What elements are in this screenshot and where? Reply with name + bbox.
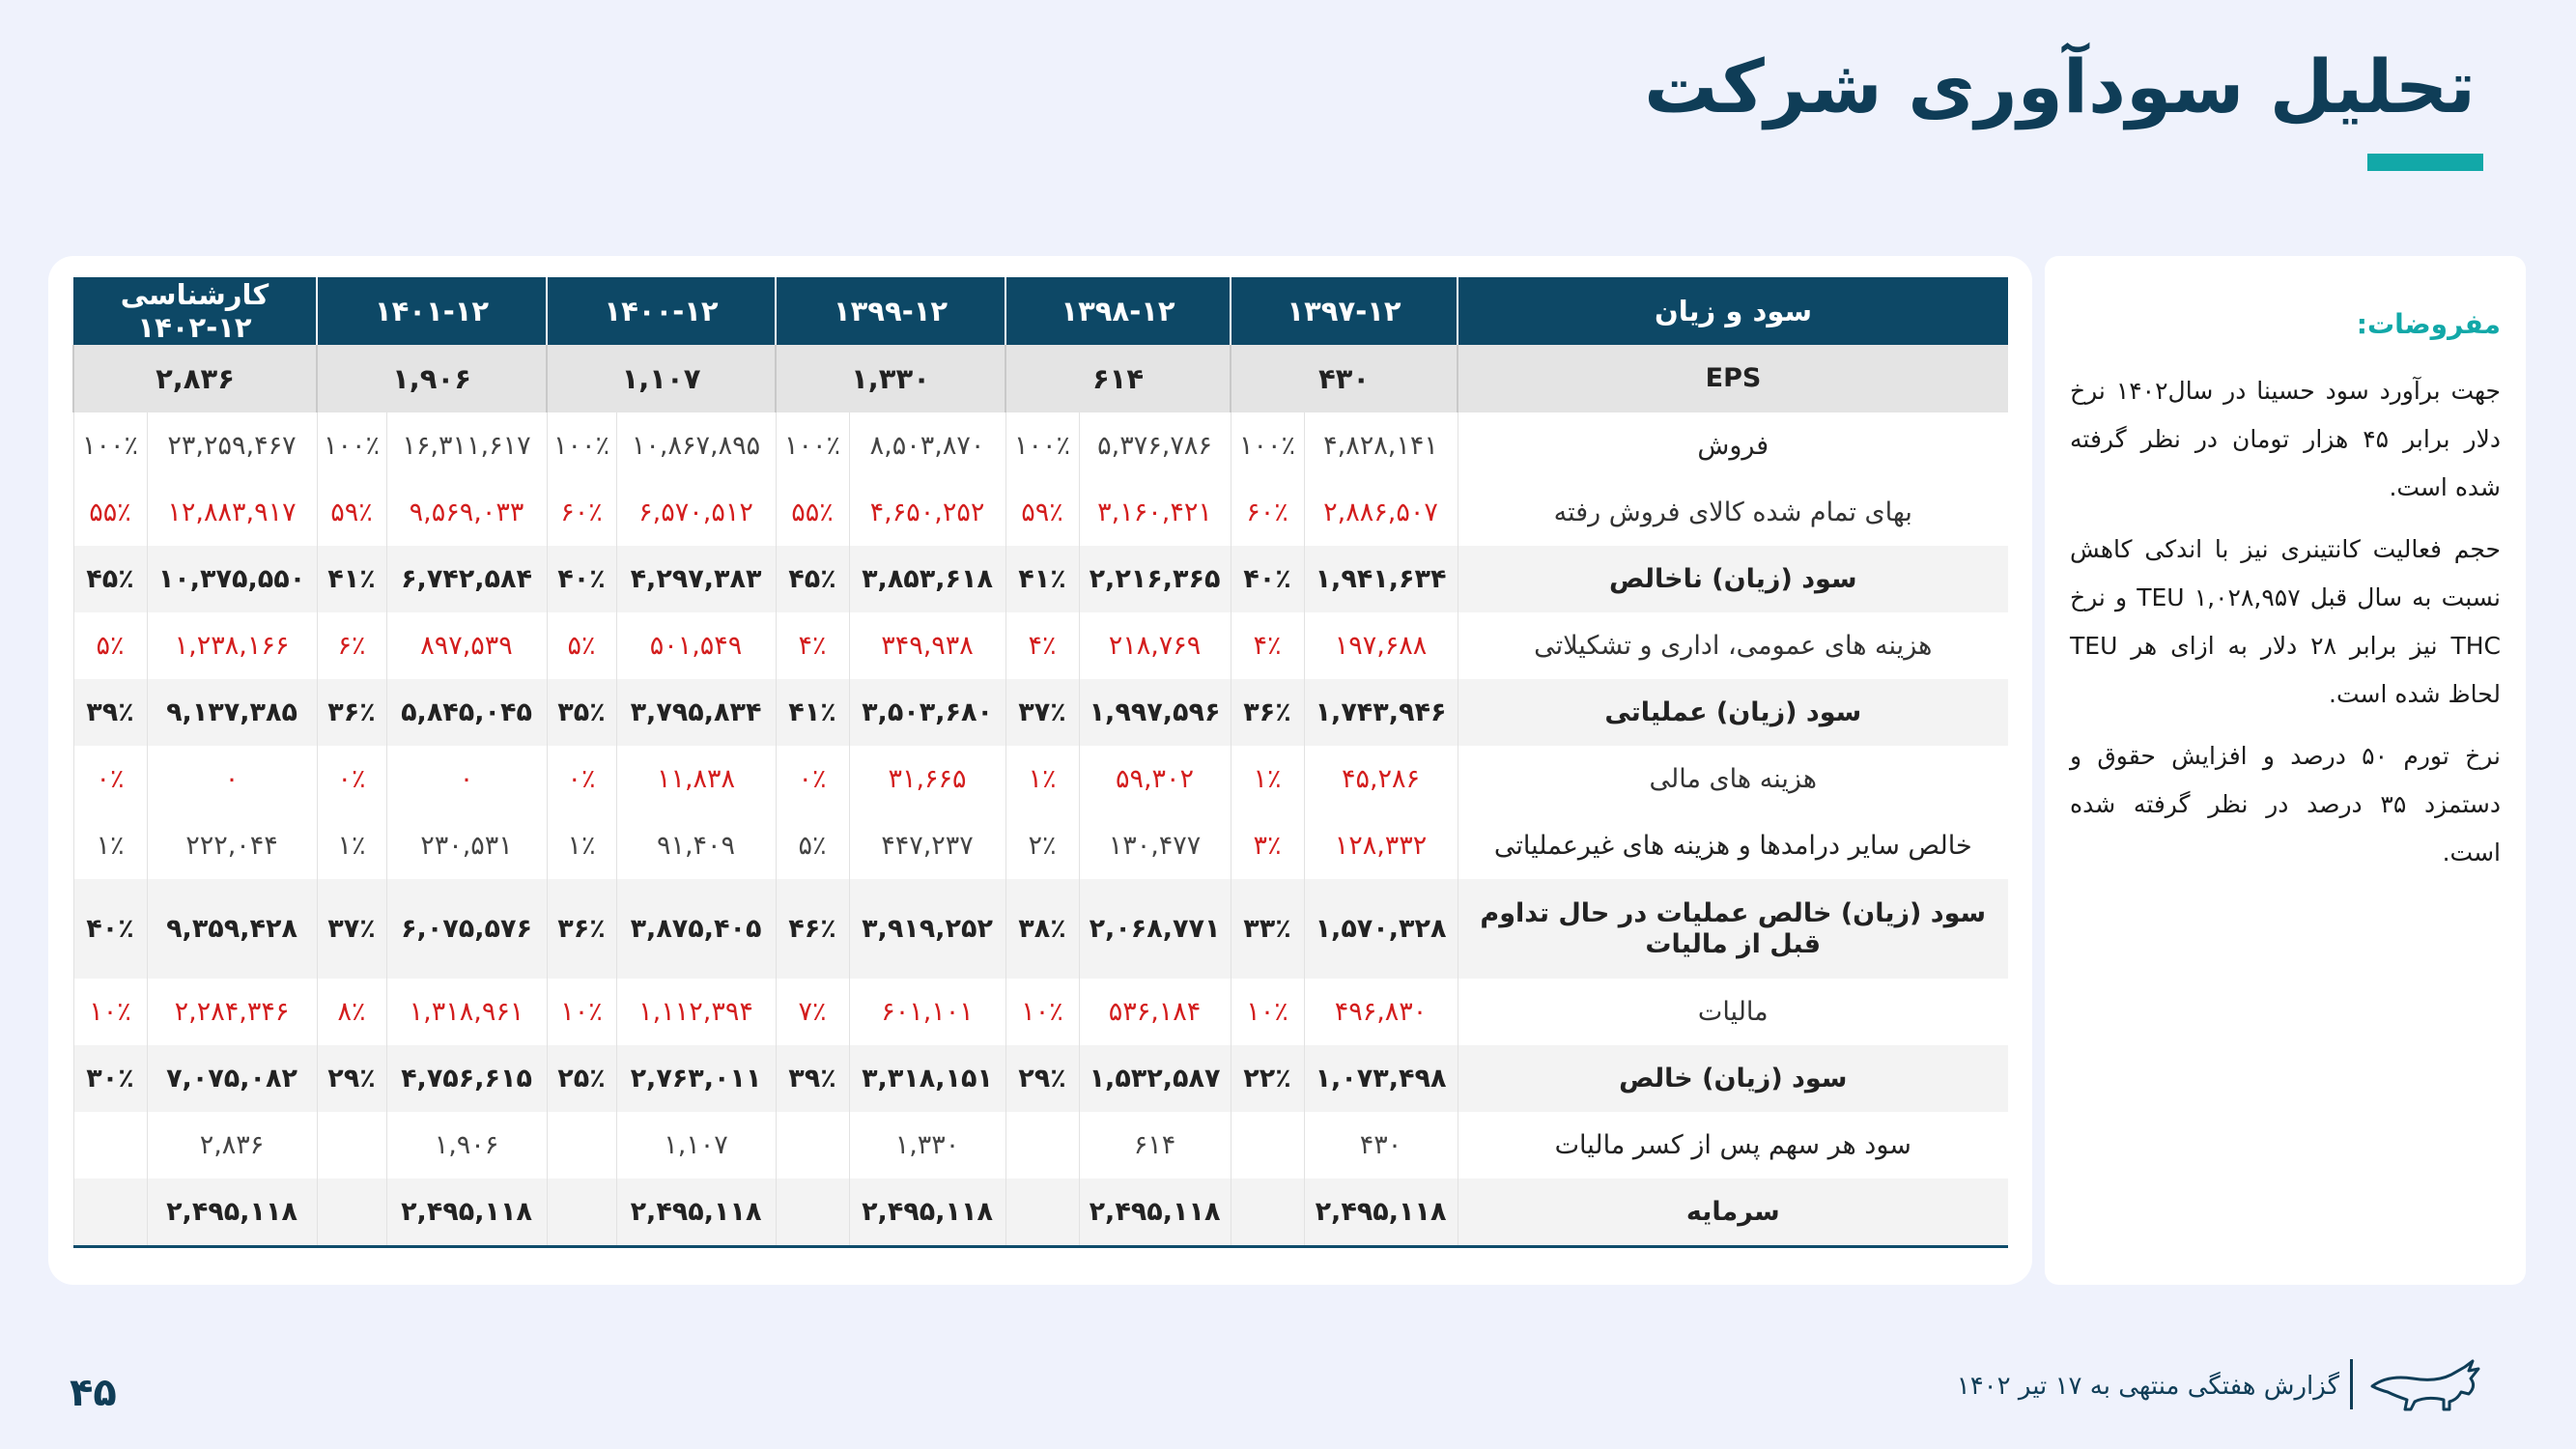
percent-cell: ۳۶٪ <box>547 879 616 979</box>
value-cell: ۲,۴۹۵,۱۱۸ <box>1079 1179 1231 1247</box>
percent-cell: ۴۰٪ <box>73 879 147 979</box>
percent-cell: ۳۶٪ <box>1231 679 1304 746</box>
value-cell: ۱۰,۸۶۷,۸۹۵ <box>616 412 776 479</box>
value-cell: ۶۱۴ <box>1079 1112 1231 1179</box>
value-cell: ۳,۵۰۳,۶۸۰ <box>849 679 1005 746</box>
value-cell: ۲۳,۲۵۹,۴۶۷ <box>147 412 317 479</box>
column-header: ۱۳۹۹-۱۲ <box>776 277 1005 345</box>
value-cell: ۴۵,۲۸۶ <box>1304 746 1458 812</box>
table-row <box>73 679 2008 746</box>
footer-divider <box>2350 1359 2353 1409</box>
value-cell: ۲,۴۹۵,۱۱۸ <box>386 1179 547 1247</box>
percent-cell: ۵٪ <box>73 612 147 679</box>
percent-cell: ۰٪ <box>547 746 616 812</box>
table-row <box>73 412 2008 479</box>
value-cell: ۱,۹۹۷,۵۹۶ <box>1079 679 1231 746</box>
value-cell: ۳,۱۶۰,۴۲۱ <box>1079 479 1231 546</box>
percent-cell: ۴۶٪ <box>776 879 849 979</box>
row-label: فروش <box>1458 412 2008 479</box>
eps-cell: ۱,۹۰۶ <box>317 345 547 412</box>
percent-cell: ۳۹٪ <box>776 1045 849 1112</box>
row-label: سرمایه <box>1458 1179 2008 1247</box>
page-title: تحلیل سودآوری شرکت <box>1644 43 2476 129</box>
percent-cell <box>73 1112 147 1179</box>
table-row <box>73 746 2008 812</box>
value-cell: ۲,۲۸۴,۳۴۶ <box>147 979 317 1045</box>
percent-cell: ۱۰۰٪ <box>547 412 616 479</box>
value-cell: ۲۲۲,۰۴۴ <box>147 812 317 879</box>
value-cell: ۴,۶۵۰,۲۵۲ <box>849 479 1005 546</box>
percent-cell: ۸٪ <box>317 979 386 1045</box>
assumption-paragraph: جهت برآورد سود حسینا در سال۱۴۰۲ نرخ دلار برابر ۴۵ هزار تومان در نظر گرفته شده است. <box>2070 377 2502 501</box>
value-cell: ۲,۸۸۶,۵۰۷ <box>1304 479 1458 546</box>
value-cell: ۰ <box>147 746 317 812</box>
value-cell: ۱,۱۰۷ <box>616 1112 776 1179</box>
value-cell: ۵۹,۳۰۲ <box>1079 746 1231 812</box>
value-cell: ۴,۲۹۷,۳۸۳ <box>616 546 776 612</box>
row-label: هزینه های مالی <box>1458 746 2008 812</box>
percent-cell <box>776 1112 849 1179</box>
value-cell: ۷,۰۷۵,۰۸۲ <box>147 1045 317 1112</box>
eps-cell: ۱,۱۰۷ <box>547 345 776 412</box>
value-cell: ۲,۴۹۵,۱۱۸ <box>616 1179 776 1247</box>
percent-cell: ۲۵٪ <box>547 1045 616 1112</box>
percent-cell: ۱۰٪ <box>1005 979 1079 1045</box>
percent-cell: ۱۰۰٪ <box>1005 412 1079 479</box>
eps-cell: ۲,۸۳۶ <box>73 345 317 412</box>
value-cell: ۳,۸۵۳,۶۱۸ <box>849 546 1005 612</box>
percent-cell: ۴۱٪ <box>776 679 849 746</box>
value-cell: ۸۹۷,۵۳۹ <box>386 612 547 679</box>
percent-cell: ۴۰٪ <box>547 546 616 612</box>
title-underline <box>2367 154 2483 171</box>
percent-cell <box>776 1179 849 1247</box>
value-cell: ۲۱۸,۷۶۹ <box>1079 612 1231 679</box>
percent-cell: ۵٪ <box>547 612 616 679</box>
value-cell: ۹,۱۳۷,۳۸۵ <box>147 679 317 746</box>
percent-cell: ۳۷٪ <box>317 879 386 979</box>
value-cell: ۱,۳۳۰ <box>849 1112 1005 1179</box>
value-cell: ۵۰۱,۵۴۹ <box>616 612 776 679</box>
value-cell: ۱,۳۱۸,۹۶۱ <box>386 979 547 1045</box>
percent-cell: ۳۵٪ <box>547 679 616 746</box>
value-cell: ۳,۳۱۸,۱۵۱ <box>849 1045 1005 1112</box>
value-cell: ۶۰۱,۱۰۱ <box>849 979 1005 1045</box>
value-cell: ۱,۵۷۰,۳۲۸ <box>1304 879 1458 979</box>
row-label: سود هر سهم پس از کسر مالیات <box>1458 1112 2008 1179</box>
column-header: کارشناسی ۱۲-۱۴۰۲ <box>73 277 317 345</box>
footer-report-title: گزارش هفتگی منتهی به ۱۷ تیر ۱۴۰۲ <box>1956 1372 2339 1401</box>
row-label: هزینه های عمومی، اداری و تشکیلاتی <box>1458 612 2008 679</box>
table-row <box>73 1112 2008 1179</box>
eps-cell: ۶۱۴ <box>1005 345 1231 412</box>
percent-cell: ۲۲٪ <box>1231 1045 1304 1112</box>
percent-cell: ۵۹٪ <box>317 479 386 546</box>
table-row <box>73 1179 2008 1247</box>
percent-cell: ۵۹٪ <box>1005 479 1079 546</box>
page-number: ۴۵ <box>70 1371 117 1415</box>
value-cell: ۳,۹۱۹,۲۵۲ <box>849 879 1005 979</box>
percent-cell: ۱٪ <box>73 812 147 879</box>
value-cell: ۴۳۰ <box>1304 1112 1458 1179</box>
value-cell: ۸,۵۰۳,۸۷۰ <box>849 412 1005 479</box>
value-cell: ۶,۰۷۵,۵۷۶ <box>386 879 547 979</box>
value-cell: ۱۱,۸۳۸ <box>616 746 776 812</box>
percent-cell: ۴۰٪ <box>1231 546 1304 612</box>
eps-row <box>73 345 2008 412</box>
value-cell: ۱,۲۳۸,۱۶۶ <box>147 612 317 679</box>
value-cell: ۴۴۷,۲۳۷ <box>849 812 1005 879</box>
percent-cell: ۶۰٪ <box>547 479 616 546</box>
percent-cell <box>317 1112 386 1179</box>
profit-table-panel <box>48 256 2032 1285</box>
percent-cell: ۳۸٪ <box>1005 879 1079 979</box>
value-cell: ۹,۳۵۹,۴۲۸ <box>147 879 317 979</box>
percent-cell: ۶٪ <box>317 612 386 679</box>
value-cell: ۵۳۶,۱۸۴ <box>1079 979 1231 1045</box>
value-cell: ۰ <box>386 746 547 812</box>
assumptions-title: مفروضات: <box>2356 308 2501 340</box>
value-cell: ۴,۷۵۶,۶۱۵ <box>386 1045 547 1112</box>
row-label: سود (زیان) عملیاتی <box>1458 679 2008 746</box>
table-row <box>73 546 2008 612</box>
value-cell: ۱,۰۷۳,۴۹۸ <box>1304 1045 1458 1112</box>
percent-cell: ۲٪ <box>1005 812 1079 879</box>
value-cell: ۲,۲۱۶,۳۶۵ <box>1079 546 1231 612</box>
percent-cell: ۴٪ <box>1005 612 1079 679</box>
row-label: سود (زیان) ناخالص <box>1458 546 2008 612</box>
percent-cell: ۱٪ <box>1005 746 1079 812</box>
percent-cell: ۱٪ <box>547 812 616 879</box>
percent-cell: ۲۹٪ <box>1005 1045 1079 1112</box>
value-cell: ۱۰,۳۷۵,۵۵۰ <box>147 546 317 612</box>
eps-cell: ۱,۳۳۰ <box>776 345 1005 412</box>
table-row <box>73 812 2008 879</box>
percent-cell: ۱۰٪ <box>73 979 147 1045</box>
row-label: سود (زیان) خالص عملیات در حال تداوم قبل از مالیات <box>1458 879 2008 979</box>
row-label: EPS <box>1458 345 2008 412</box>
value-cell: ۴,۸۲۸,۱۴۱ <box>1304 412 1458 479</box>
value-cell: ۴۹۶,۸۳۰ <box>1304 979 1458 1045</box>
value-cell: ۹,۵۶۹,۰۳۳ <box>386 479 547 546</box>
percent-cell: ۴۱٪ <box>317 546 386 612</box>
value-cell: ۲,۸۳۶ <box>147 1112 317 1179</box>
percent-cell: ۵۵٪ <box>776 479 849 546</box>
value-cell: ۲,۰۶۸,۷۷۱ <box>1079 879 1231 979</box>
percent-cell: ۰٪ <box>317 746 386 812</box>
percent-cell <box>73 1179 147 1247</box>
value-cell: ۳۱,۶۶۵ <box>849 746 1005 812</box>
percent-cell <box>317 1179 386 1247</box>
percent-cell: ۳۷٪ <box>1005 679 1079 746</box>
value-cell: ۵,۳۷۶,۷۸۶ <box>1079 412 1231 479</box>
column-header: ۱۳۹۷-۱۲ <box>1231 277 1458 345</box>
value-cell: ۱۲,۸۸۳,۹۱۷ <box>147 479 317 546</box>
table-row <box>73 879 2008 979</box>
column-header: ۱۴۰۱-۱۲ <box>317 277 547 345</box>
column-header: ۱۳۹۸-۱۲ <box>1005 277 1231 345</box>
percent-cell <box>547 1179 616 1247</box>
value-cell: ۱,۷۴۳,۹۴۶ <box>1304 679 1458 746</box>
percent-cell: ۱۰۰٪ <box>73 412 147 479</box>
row-label: سود (زیان) خالص <box>1458 1045 2008 1112</box>
assumption-paragraph: نرخ تورم ۵۰ درصد و افزایش حقوق و دستمزد ۳۵ درصد در نظر گرفته شده است. <box>2070 742 2501 867</box>
eps-cell: ۴۳۰ <box>1231 345 1458 412</box>
value-cell: ۶,۷۴۲,۵۸۴ <box>386 546 547 612</box>
value-cell: ۲,۴۹۵,۱۱۸ <box>1304 1179 1458 1247</box>
percent-cell: ۴۵٪ <box>73 546 147 612</box>
table-row <box>73 1045 2008 1112</box>
profit-loss-table <box>72 277 2008 1248</box>
table-header-row <box>73 277 2008 345</box>
row-label: بهای تمام شده کالای فروش رفته <box>1458 479 2008 546</box>
percent-cell <box>1231 1179 1304 1247</box>
percent-cell: ۵۵٪ <box>73 479 147 546</box>
percent-cell: ۱۰٪ <box>547 979 616 1045</box>
percent-cell: ۴٪ <box>1231 612 1304 679</box>
column-header: ۱۴۰۰-۱۲ <box>547 277 776 345</box>
value-cell: ۶,۵۷۰,۵۱۲ <box>616 479 776 546</box>
value-cell: ۳۴۹,۹۳۸ <box>849 612 1005 679</box>
percent-cell: ۰٪ <box>776 746 849 812</box>
percent-cell: ۳٪ <box>1231 812 1304 879</box>
value-cell: ۲,۴۹۵,۱۱۸ <box>147 1179 317 1247</box>
value-cell: ۹۱,۴۰۹ <box>616 812 776 879</box>
percent-cell: ۱۰٪ <box>1231 979 1304 1045</box>
value-cell: ۲۳۰,۵۳۱ <box>386 812 547 879</box>
percent-cell: ۲۹٪ <box>317 1045 386 1112</box>
table-row <box>73 612 2008 679</box>
percent-cell <box>547 1112 616 1179</box>
value-cell: ۳,۷۹۵,۸۳۴ <box>616 679 776 746</box>
value-cell: ۱,۱۱۲,۳۹۴ <box>616 979 776 1045</box>
percent-cell: ۵٪ <box>776 812 849 879</box>
percent-cell: ۴٪ <box>776 612 849 679</box>
column-header: سود و زیان <box>1458 277 2008 345</box>
value-cell: ۱۶,۳۱۱,۶۱۷ <box>386 412 547 479</box>
value-cell: ۲,۷۶۳,۰۱۱ <box>616 1045 776 1112</box>
value-cell: ۱,۹۴۱,۶۳۴ <box>1304 546 1458 612</box>
percent-cell: ۱٪ <box>317 812 386 879</box>
assumptions-panel <box>2045 256 2526 1285</box>
percent-cell: ۱۰۰٪ <box>317 412 386 479</box>
value-cell: ۱,۵۳۲,۵۸۷ <box>1079 1045 1231 1112</box>
value-cell: ۳,۸۷۵,۴۰۵ <box>616 879 776 979</box>
percent-cell: ۰٪ <box>73 746 147 812</box>
value-cell: ۱۳۰,۴۷۷ <box>1079 812 1231 879</box>
assumption-paragraph: حجم فعالیت کانتینری نیز با اندکی کاهش نسبت به سال قبل ۱,۰۲۸,۹۵۷ TEU و نرخ THC نیز برابر ۲۸ دلار به ازای هر TEU لحاظ شده است. <box>2070 535 2501 708</box>
row-label: مالیات <box>1458 979 2008 1045</box>
value-cell: ۱۲۸,۳۳۲ <box>1304 812 1458 879</box>
percent-cell: ۱۰۰٪ <box>1231 412 1304 479</box>
table-row <box>73 979 2008 1045</box>
bull-logo-icon <box>2368 1357 2482 1413</box>
percent-cell <box>1231 1112 1304 1179</box>
value-cell: ۱,۹۰۶ <box>386 1112 547 1179</box>
percent-cell: ۳۹٪ <box>73 679 147 746</box>
table-row <box>73 479 2008 546</box>
percent-cell: ۱۰۰٪ <box>776 412 849 479</box>
percent-cell <box>1005 1179 1079 1247</box>
percent-cell <box>1005 1112 1079 1179</box>
value-cell: ۲,۴۹۵,۱۱۸ <box>849 1179 1005 1247</box>
row-label: خالص سایر درامدها و هزینه های غیرعملیاتی <box>1458 812 2008 879</box>
value-cell: ۱۹۷,۶۸۸ <box>1304 612 1458 679</box>
percent-cell: ۴۱٪ <box>1005 546 1079 612</box>
percent-cell: ۳۶٪ <box>317 679 386 746</box>
percent-cell: ۶۰٪ <box>1231 479 1304 546</box>
percent-cell: ۷٪ <box>776 979 849 1045</box>
percent-cell: ۱٪ <box>1231 746 1304 812</box>
percent-cell: ۳۰٪ <box>73 1045 147 1112</box>
percent-cell: ۴۵٪ <box>776 546 849 612</box>
value-cell: ۵,۸۴۵,۰۴۵ <box>386 679 547 746</box>
percent-cell: ۳۳٪ <box>1231 879 1304 979</box>
